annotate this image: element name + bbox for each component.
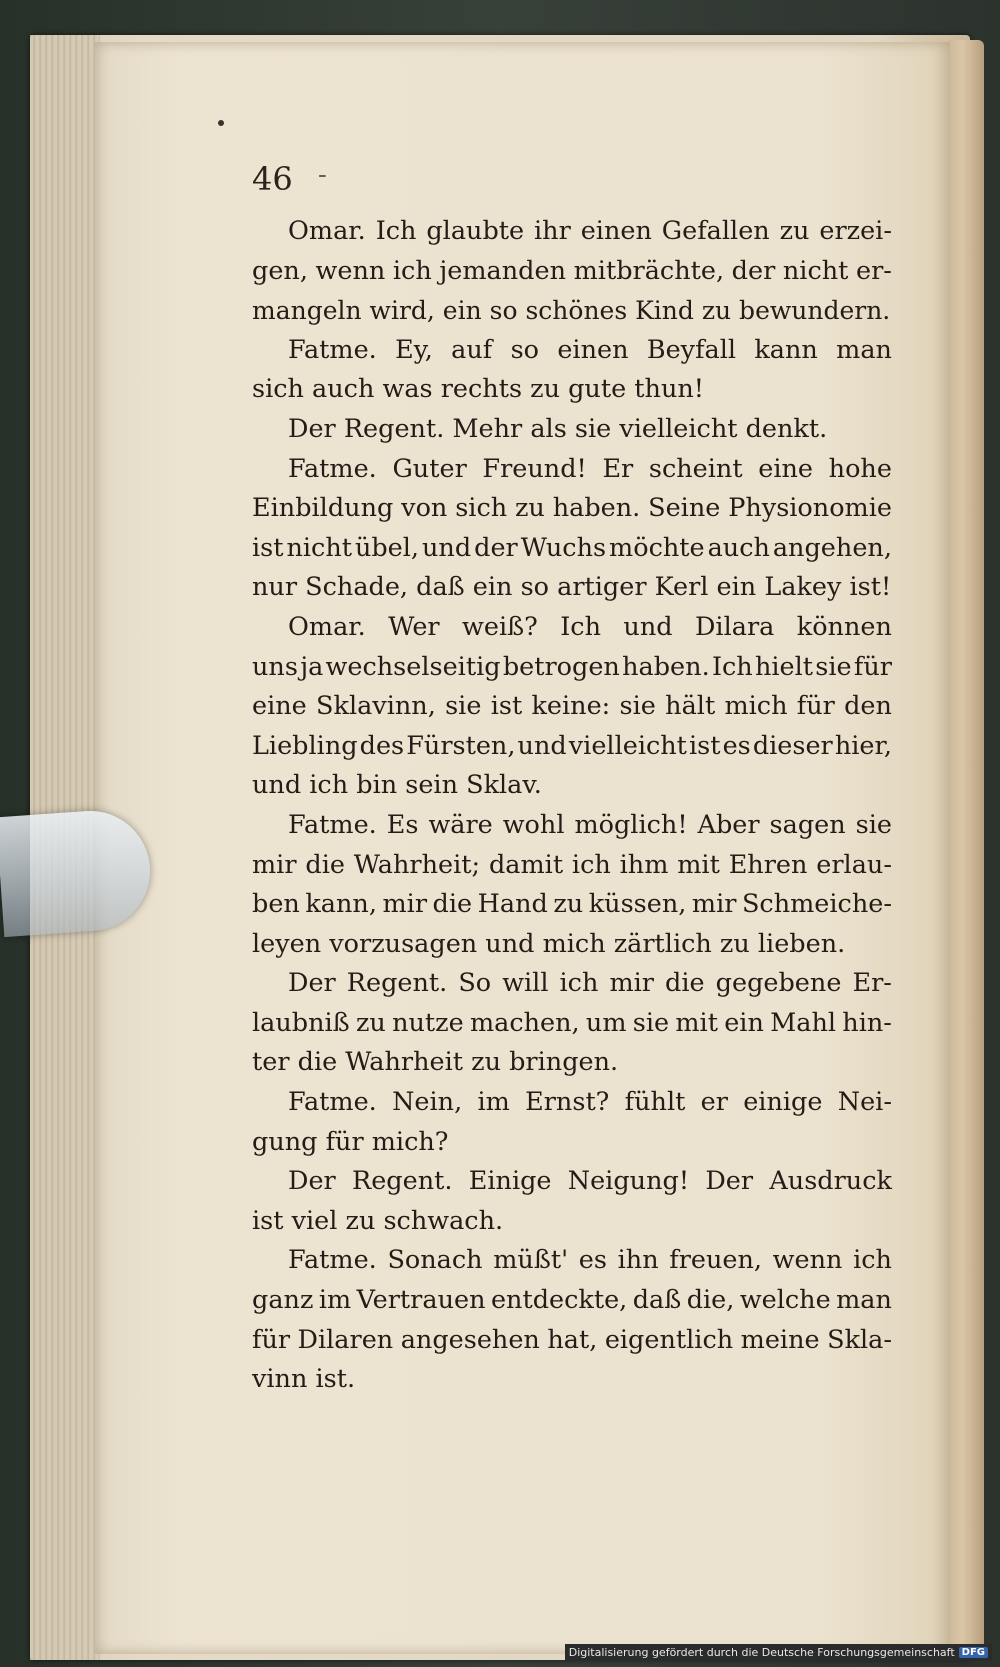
text-line: uns ja wechselseitig betrogen haben. Ich hielt sie für: [252, 651, 892, 682]
text-line: mir die Wahrheit; damit ich ihm mit Ehren erlau-: [252, 849, 892, 880]
text-line: vinn ist.: [252, 1364, 356, 1395]
page-text-block: [252, 212, 892, 1400]
text-line: Fatme. Sonach müßt' es ihn freuen, wenn ich: [288, 1245, 892, 1276]
text-line: mangeln wird, ein so schönes Kind zu bewundern.: [252, 296, 891, 326]
text-line: Fatme. Es wäre wohl möglich! Aber sagen sie: [288, 809, 892, 840]
text-line: Omar. Wer weiß? Ich und Dilara können: [288, 611, 892, 642]
page-number: 46: [252, 160, 293, 198]
text-line: ter die Wahrheit zu bringen.: [252, 1047, 619, 1078]
text-line: Fatme. Guter Freund! Er scheint eine hohe: [288, 453, 892, 484]
text-line: Liebling des Fürsten, und vielleicht ist es dieser hier,: [252, 730, 892, 761]
text-line: Omar. Ich glaubte ihr einen Gefallen zu erzei-: [288, 216, 892, 246]
text-line: und ich bin sein Sklav.: [252, 770, 542, 801]
ink-dot: [218, 120, 224, 126]
text-line: ist viel zu schwach.: [252, 1205, 504, 1236]
text-line: ist nicht übel, und der Wuchs möchte auch angehen,: [252, 532, 892, 563]
text-line: Der Regent. Mehr als sie vielleicht denkt.: [288, 413, 828, 444]
text-line: für Dilaren angesehen hat, eigentlich meine Skla-: [252, 1324, 892, 1355]
text-line: ben kann, mir die Hand zu küssen, mir Schmeiche-: [252, 889, 892, 920]
text-line: Der Regent. So will ich mir die gegebene Er-: [288, 968, 892, 999]
text-line: gung für mich?: [252, 1126, 449, 1157]
footer-text: Digitalisierung gefördert durch die Deutsche Forschungsgemeinschaft: [568, 1646, 955, 1659]
text-line: eine Sklavinn, sie ist keine: sie hält mich für den: [252, 691, 892, 722]
text-line: Fatme. Nein, im Ernst? fühlt er einige Nei-: [288, 1087, 892, 1118]
text-line: leyen vorzusagen und mich zärtlich zu lieben.: [252, 928, 846, 959]
book-right-edge: [948, 40, 984, 1658]
text-line: sich auch was rechts zu gute thun!: [252, 374, 705, 405]
text-line: Der Regent. Einige Neigung! Der Ausdruck: [288, 1166, 892, 1197]
text-line: nur Schade, daß ein so artiger Kerl ein Lakey ist!: [252, 572, 892, 603]
text-line: gen, wenn ich jemanden mitbrächte, der nicht er-: [252, 255, 892, 286]
dfg-logo: DFG: [959, 1647, 988, 1658]
text-line: laubniß zu nutze machen, um sie mit ein Mahl hin-: [252, 1007, 892, 1038]
text-line: ganz im Vertrauen entdeckte, daß die, welche man: [252, 1285, 892, 1316]
text-line: Einbildung von sich zu haben. Seine Physionomie: [252, 493, 892, 524]
page-number-dash: -: [318, 160, 327, 190]
text-line: Fatme. Ey, auf so einen Beyfall kann man: [288, 334, 892, 365]
digitization-footer: [565, 1644, 992, 1661]
